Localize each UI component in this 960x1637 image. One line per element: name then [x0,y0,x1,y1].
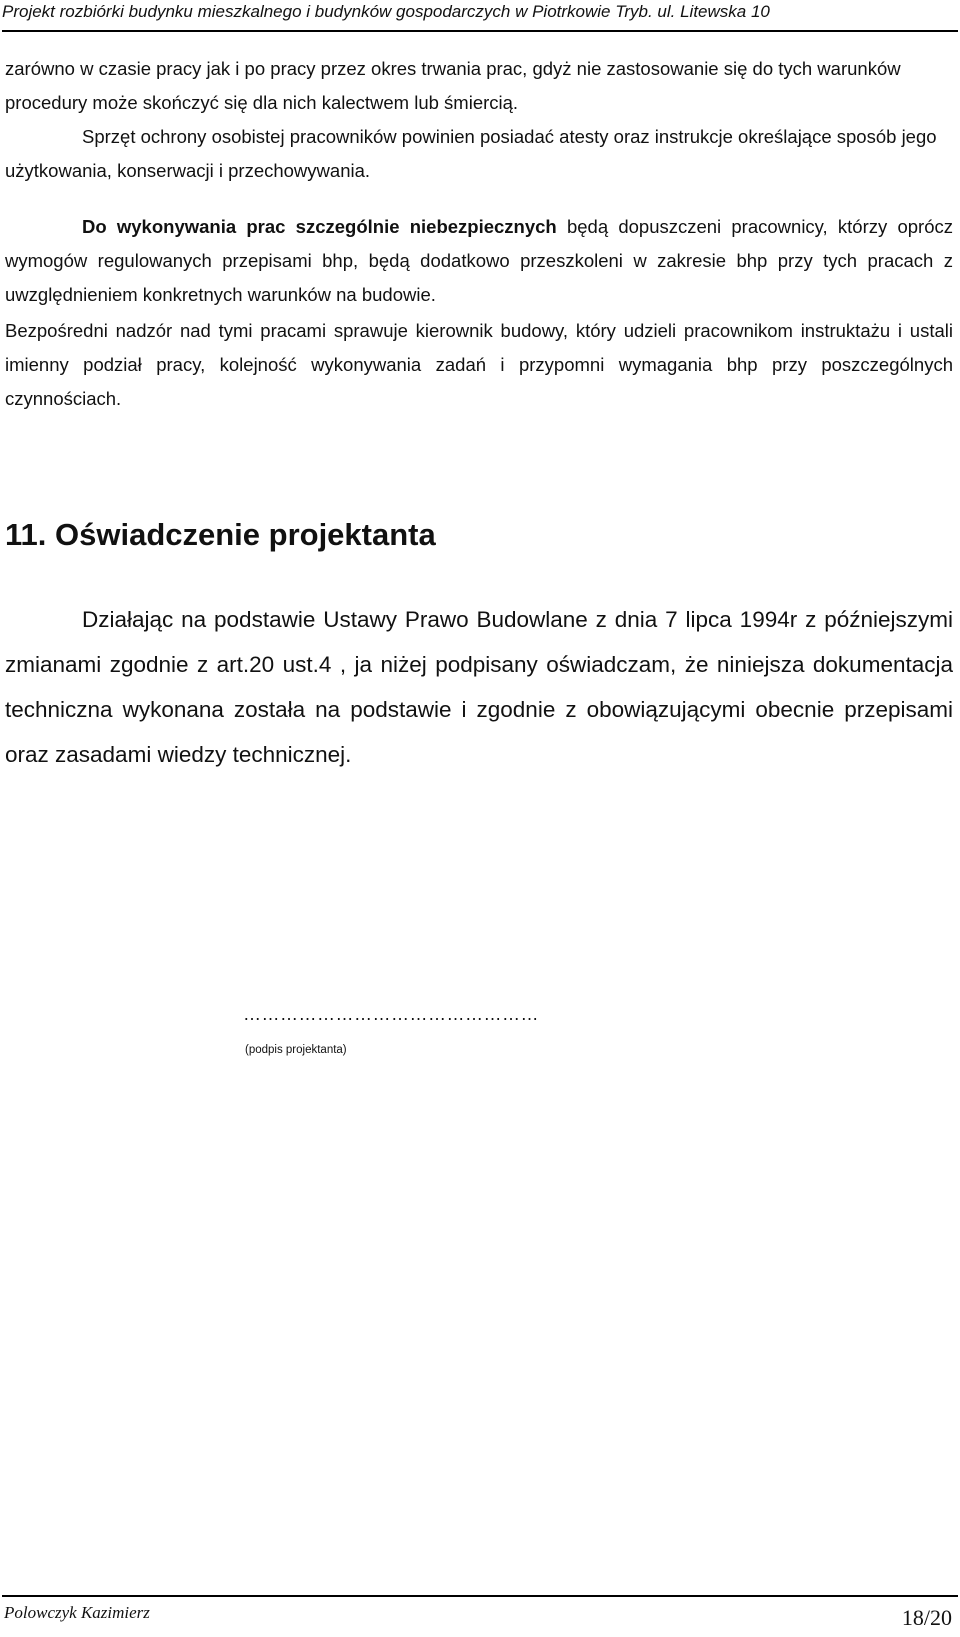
paragraph-continuation: zarówno w czasie pracy jak i po pracy przez okres trwania prac, gdyż nie zastosowanie się do tych warunków procedury może skończyć się dla nich kalectwem lub śmiercią. [5,58,901,113]
paragraph-dangerous-work-lead: Do wykonywania prac szczególnie niebezpiecznych [82,216,557,237]
page-header [2,0,958,32]
page-footer [2,1595,958,1637]
paragraph-supervision: Bezpośredni nadzór nad tymi pracami sprawuje kierownik budowy, który udzieli pracownikom instruktażu i ustali imienny podział pracy, kolejność wykonywania zadań i przypomni wymagania bhp przy poszczególnych czynnościach. [5,320,953,409]
section-heading: 11. Oświadczenie projektanta [5,517,436,552]
page-number: 18/20 [901,1605,952,1630]
document-body [5,52,953,416]
designer-declaration: Działając na podstawie Ustawy Prawo Budowlane z dnia 7 lipca 1994r z późniejszymi zmianami zgodnie z art.20 ust.4 , ja niżej podpisany oświadczam, że niniejsza dokumentacja techniczna wykonana została na podstawie i zgodnie z obowiązującymi obecnie przepisami oraz zasadami wiedzy technicznej. [5,607,953,767]
paragraph-dangerous-work-rest: będą dopuszczeni pracownicy, którzy oprócz wymogów regulowanych przepisami bhp, będą dodatkowo przeszkoleni w zakresie bhp przy tych pracach z uwzględnieniem konkretnych warunków na budowie. [5,216,953,305]
footer-author: Polowczyk Kazimierz [4,1603,150,1622]
paragraph-protective-equipment: Sprzęt ochrony osobistej pracowników powinien posiadać atesty oraz instrukcje określające sposób jego użytkowania, konserwacji i przechowywania. [5,126,937,181]
signature-line: ………………………………………… [243,1004,539,1024]
header-title: Projekt rozbiórki budynku mieszkalnego i budynków gospodarczych w Piotrkowie Tryb. ul. Litewska 10 [2,2,770,21]
signature-label: (podpis projektanta) [245,1044,347,1056]
paragraph-dangerous-work [5,210,953,312]
